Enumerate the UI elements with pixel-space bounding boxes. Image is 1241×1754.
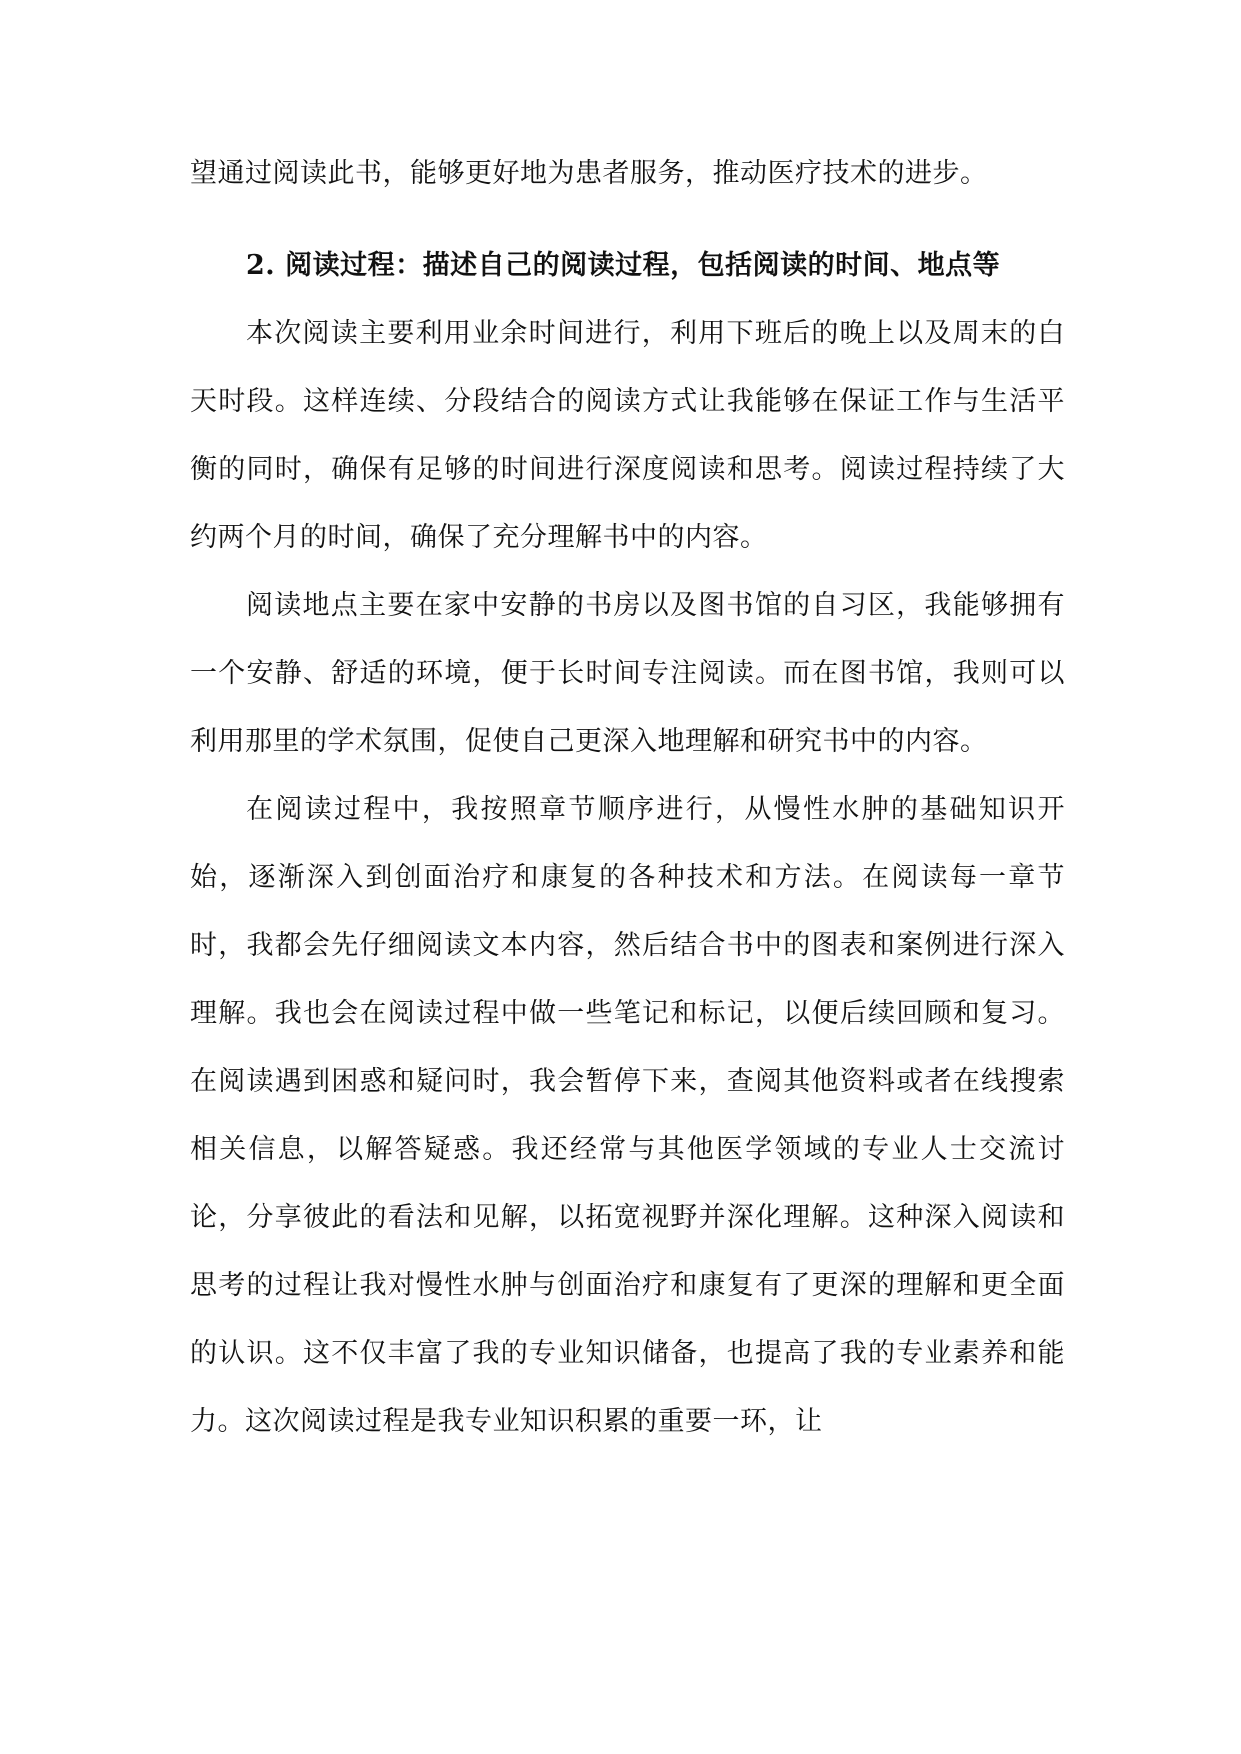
- paragraph-reading-method: 在阅读过程中，我按照章节顺序进行，从慢性水肿的基础知识开始，逐渐深入到创面治疗和康复的各种技术和方法。在阅读每一章节时，我都会先仔细阅读文本内容，然后结合书中的图表和案例进行深入理解。我也会在阅读过程中做一些笔记和标记，以便后续回顾和复习。在阅读遇到困惑和疑问时，我会暂停下来，查阅其他资料或者在线搜索相关信息，以解答疑惑。我还经常与其他医学领域的专业人士交流讨论，分享彼此的看法和见解，以拓宽视野并深化理解。这种深入阅读和思考的过程让我对慢性水肿与创面治疗和康复有了更深的理解和更全面的认识。这不仅丰富了我的专业知识储备，也提高了我的专业素养和能力。这次阅读过程是我专业知识积累的重要一环，让: [190, 794, 1065, 1437]
- paragraph-continuation: 望通过阅读此书，能够更好地为患者服务，推动医疗技术的进步。: [190, 158, 988, 189]
- document-body: [190, 140, 1065, 1456]
- paragraph-reading-time: 本次阅读主要利用业余时间进行，利用下班后的晚上以及周末的白天时段。这样连续、分段结合的阅读方式让我能够在保证工作与生活平衡的同时，确保有足够的时间进行深度阅读和思考。阅读过程持续了大约两个月的时间，确保了充分理解书中的内容。: [190, 318, 1065, 553]
- section-heading: 2. 阅读过程：描述自己的阅读过程，包括阅读的时间、地点等: [246, 250, 1001, 281]
- paragraph-reading-place: 阅读地点主要在家中安静的书房以及图书馆的自习区，我能够拥有一个安静、舒适的环境，便于长时间专注阅读。而在图书馆，我则可以利用那里的学术氛围，促使自己更深入地理解和研究书中的内容。: [190, 590, 1065, 757]
